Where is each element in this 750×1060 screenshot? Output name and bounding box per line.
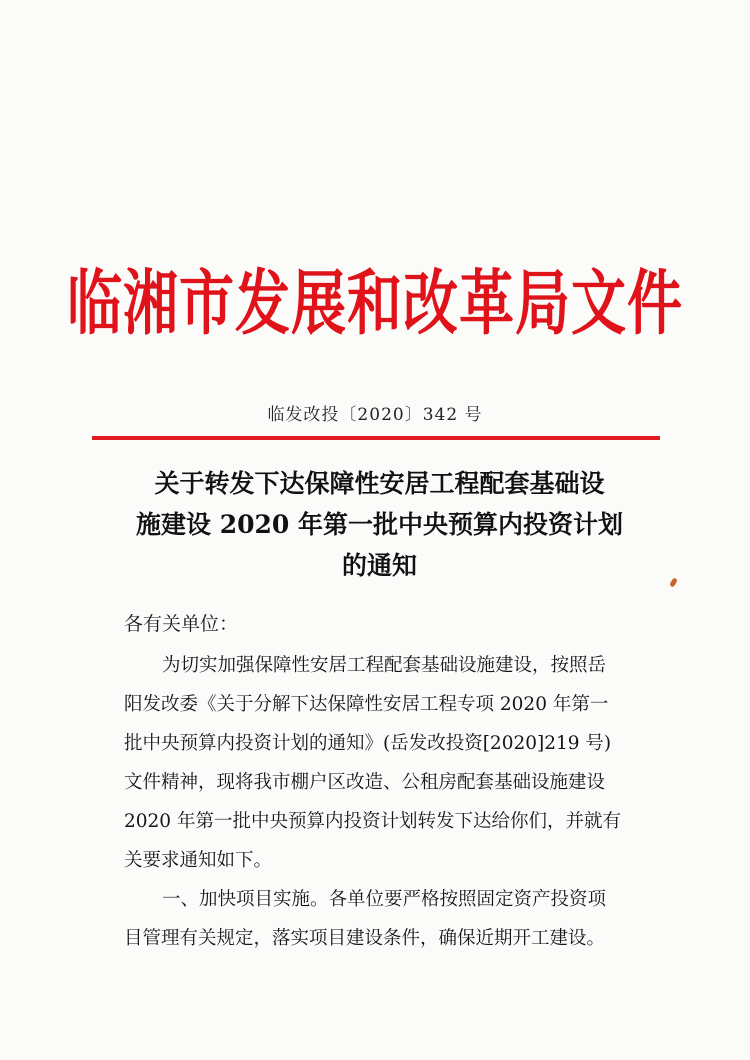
document-number: 临发改投〔2020〕342 号 [267,405,483,425]
body-line: 阳发改委《关于分解下达保障性安居工程专项 2020 年第一 [124,694,609,715]
addressee: 各有关单位： [124,613,239,635]
red-divider-rule [92,436,660,440]
body-line: 批中央预算内投资计划的通知》(岳发改投资[2020]219 号) [124,733,612,754]
body-line: 关要求通知如下。 [124,850,273,871]
body-line: 文件精神，现将我市棚户区改造、公租房配套基础设施建设 [124,772,606,793]
issuer-header: 临湘市发展和改革局文件 [66,260,683,345]
bleed-through-texture [60,92,710,114]
body-line: 2020 年第一批中央预算内投资计划转发下达给你们，并就有 [124,811,621,832]
body-line: 一、加快项目实施。各单位要严格按照固定资产投资项 [162,889,607,910]
body-paragraph-2 [124,880,669,958]
body-paragraph-1 [124,646,669,880]
body-line: 为切实加强保障性安居工程配套基础设施建设，按照岳 [162,655,607,676]
notice-title-line: 关于转发下达保障性安居工程配套基础设 [154,469,605,498]
notice-title-line: 的通知 [341,551,417,580]
notice-title [92,463,667,586]
ink-speck [669,577,678,587]
body-line: 目管理有关规定，落实项目建设条件，确保近期开工建设。 [124,928,606,949]
notice-title-line: 施建设 2020 年第一批中央预算内投资计划 [136,510,623,539]
